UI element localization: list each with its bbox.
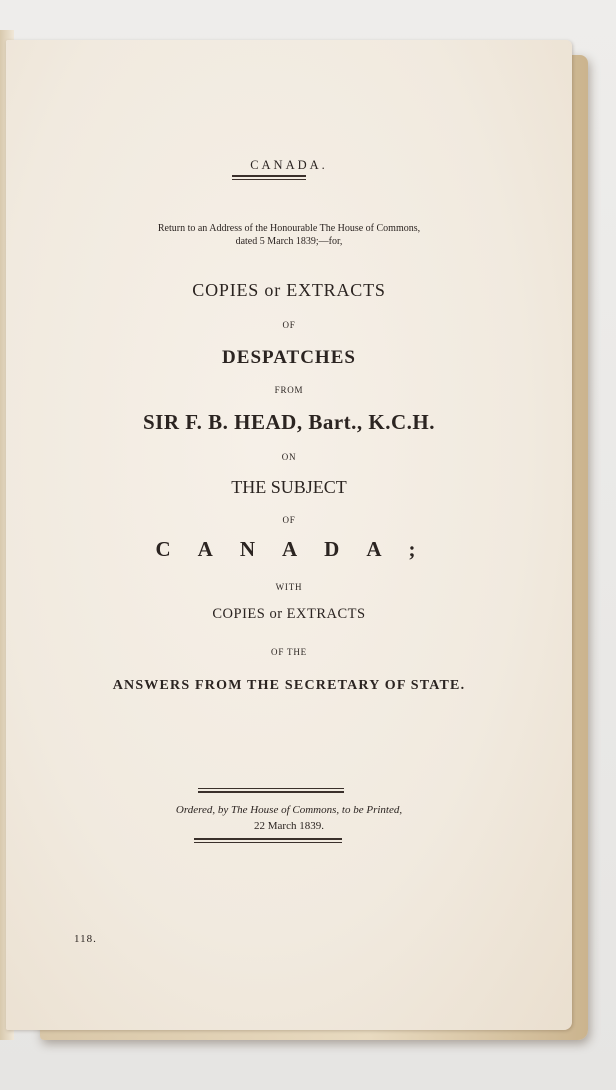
answers-heading: ANSWERS FROM THE SECRETARY OF STATE. xyxy=(112,678,466,693)
title-underline-thin xyxy=(232,179,306,180)
ordered-line-2: 22 March 1839. xyxy=(254,820,324,832)
ordered-text xyxy=(6,802,572,834)
ordered-rule-top xyxy=(198,788,344,789)
of-connector-2: OF xyxy=(282,515,296,525)
on-connector: ON xyxy=(281,452,297,462)
page-number: 118. xyxy=(74,933,97,945)
address-line-2: dated 5 March 1839;—for, xyxy=(235,236,343,247)
despatches-heading: DESPATCHES xyxy=(222,347,356,368)
with-connector: WITH xyxy=(275,582,303,592)
ordered-rule-top-thick xyxy=(198,791,344,793)
copies-or-extracts-subheading: COPIES or EXTRACTS xyxy=(212,606,366,622)
ordered-rule-bottom-thick xyxy=(194,838,342,840)
address-line-1: Return to an Address of the Honourable The House of Commons, xyxy=(157,223,421,234)
ordered-line-1: Ordered, by The House of Commons, to be Printed, xyxy=(175,804,403,816)
title-underline xyxy=(232,175,306,177)
author-name: SIR F. B. HEAD, Bart., K.C.H. xyxy=(142,410,435,434)
document-title: CANADA. xyxy=(250,158,328,172)
subject-heading: THE SUBJECT xyxy=(231,477,347,497)
of-the-connector: OF THE xyxy=(271,647,307,657)
copies-or-extracts-heading: COPIES or EXTRACTS xyxy=(192,280,386,300)
canada-heading: CANADA; xyxy=(155,537,443,561)
address-text xyxy=(6,222,572,248)
title-page xyxy=(6,40,572,1030)
of-connector: OF xyxy=(282,320,296,330)
from-connector: FROM xyxy=(274,385,304,395)
ordered-rule-bottom xyxy=(194,842,342,843)
